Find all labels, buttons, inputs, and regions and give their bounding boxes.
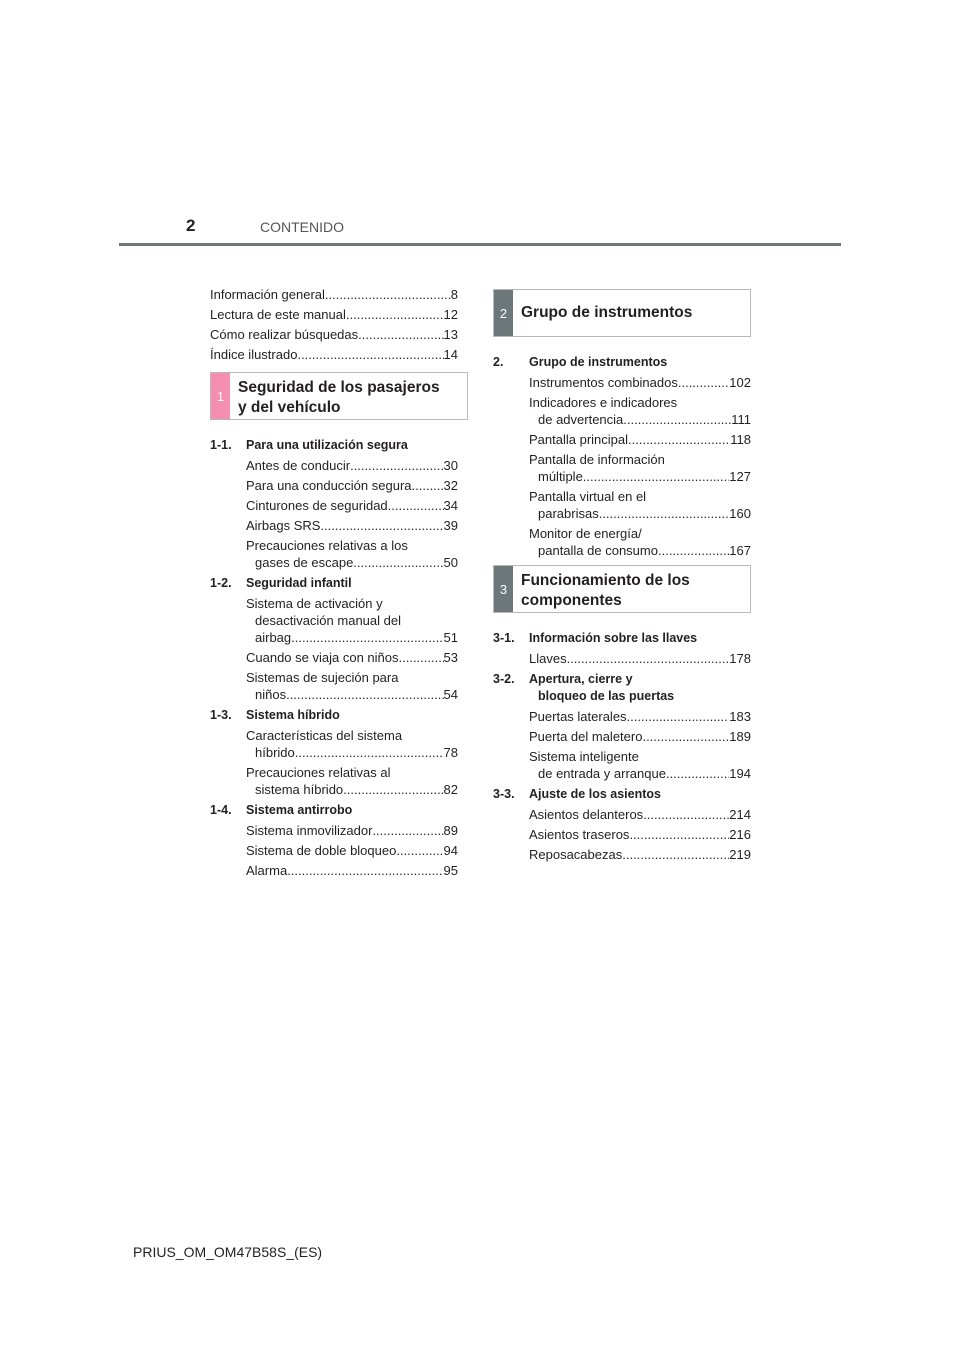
toc-entry[interactable]: Instrumentos combinados ..... 102: [493, 374, 751, 391]
toc-entry[interactable]: Pantalla virtual en el parabrisas ..... 160: [493, 488, 751, 522]
toc-entry[interactable]: Puerta del maletero ..... 189: [493, 728, 751, 745]
section-heading[interactable]: 3-1. Información sobre las llaves: [493, 631, 698, 645]
toc-entry[interactable]: Sistema inteligente de entrada y arranque ..... 194: [493, 748, 751, 782]
chapter-2-box[interactable]: [493, 289, 751, 337]
toc-right-column: [493, 289, 751, 866]
toc-entry[interactable]: Pantalla principal ..... 118: [493, 431, 751, 448]
toc-entry[interactable]: Índice ilustrado ..... 14: [210, 346, 458, 363]
toc-entry[interactable]: Precauciones relativas al sistema híbrido ..... 82: [210, 764, 458, 798]
toc-entry[interactable]: Sistema inmovilizador ..... 89: [210, 822, 458, 839]
toc-entry[interactable]: Pantalla de información múltiple ..... 127: [493, 451, 751, 485]
toc-entry[interactable]: Características del sistema híbrido ..... 78: [210, 727, 458, 761]
chapter-2-tab: 2: [494, 290, 513, 336]
section-heading[interactable]: 3-3. Ajuste de los asientos: [493, 787, 661, 801]
toc-entry[interactable]: Antes de conducir ..... 30: [210, 457, 458, 474]
toc-entry[interactable]: Puertas laterales ..... 183: [493, 708, 751, 725]
toc-entry[interactable]: Asientos delanteros ..... 214: [493, 806, 751, 823]
chapter-1-tab: 1: [211, 373, 230, 419]
leader-dots: [346, 306, 444, 323]
chapter-3-sections: [493, 630, 751, 863]
toc-entry[interactable]: Lectura de este manual ..... 12: [210, 306, 458, 323]
chapter-3-box[interactable]: [493, 565, 751, 613]
toc-entry[interactable]: Precauciones relativas a los gases de escape ..... 50: [210, 537, 458, 571]
chapter-1-box[interactable]: [210, 372, 468, 420]
toc-entry[interactable]: Reposacabezas ..... 219: [493, 846, 751, 863]
toc-entry[interactable]: Información general ..... 8: [210, 286, 458, 303]
toc-entry[interactable]: Llaves ..... 178: [493, 650, 751, 667]
section-heading[interactable]: 3-2. Apertura, cierre y bloqueo de las puertas: [493, 672, 675, 703]
toc-entry[interactable]: Airbags SRS ..... 39: [210, 517, 458, 534]
toc-entry[interactable]: Sistema de doble bloqueo ..... 94: [210, 842, 458, 859]
chapter-1-title: Seguridad de los pasajeros y del vehículo: [238, 379, 440, 416]
toc-entry[interactable]: Indicadores e indicadores de advertencia ..... 111: [493, 394, 751, 428]
toc-entry[interactable]: Cómo realizar búsquedas ..... 13: [210, 326, 458, 343]
toc-entry[interactable]: Sistemas de sujeción para niños ..... 54: [210, 669, 458, 703]
toc-entry[interactable]: Para una conducción segura ..... 32: [210, 477, 458, 494]
section-heading[interactable]: 1-3. Sistema híbrido: [210, 708, 340, 722]
document-code: PRIUS_OM_OM47B58S_(ES): [133, 1244, 323, 1260]
leader-dots: [297, 346, 443, 363]
chapter-3-tab: 3: [494, 566, 513, 612]
section-heading[interactable]: 1-2. Seguridad infantil: [210, 576, 352, 590]
toc-entry[interactable]: Asientos traseros ..... 216: [493, 826, 751, 843]
page-number: 2: [186, 216, 196, 235]
header-rule: [119, 243, 841, 246]
leader-dots: [325, 286, 451, 303]
toc-entry[interactable]: Sistema de activación y desactivación manual del airbag ..... 51: [210, 595, 458, 646]
toc-entry[interactable]: Cinturones de seguridad ..... 34: [210, 497, 458, 514]
toc-entry[interactable]: Monitor de energía/ pantalla de consumo ..... 167: [493, 525, 751, 559]
chapter-2-sections: [493, 354, 751, 559]
leader-dots: [358, 326, 443, 343]
section-heading[interactable]: 1-1. Para una utilización segura: [210, 438, 408, 452]
chapter-1-sections: [210, 437, 458, 879]
chapter-2-title: Grupo de instrumentos: [521, 304, 693, 321]
chapter-3-title: Funcionamiento de los componentes: [521, 572, 690, 609]
general-entries: [210, 286, 458, 363]
toc-left-column: [210, 286, 458, 882]
page-header-title: CONTENIDO: [260, 219, 344, 235]
section-heading[interactable]: 2. Grupo de instrumentos: [493, 355, 668, 369]
toc-entry[interactable]: Cuando se viaja con niños ..... 53: [210, 649, 458, 666]
section-heading[interactable]: 1-4. Sistema antirrobo: [210, 803, 353, 817]
toc-entry[interactable]: Alarma ..... 95: [210, 862, 458, 879]
